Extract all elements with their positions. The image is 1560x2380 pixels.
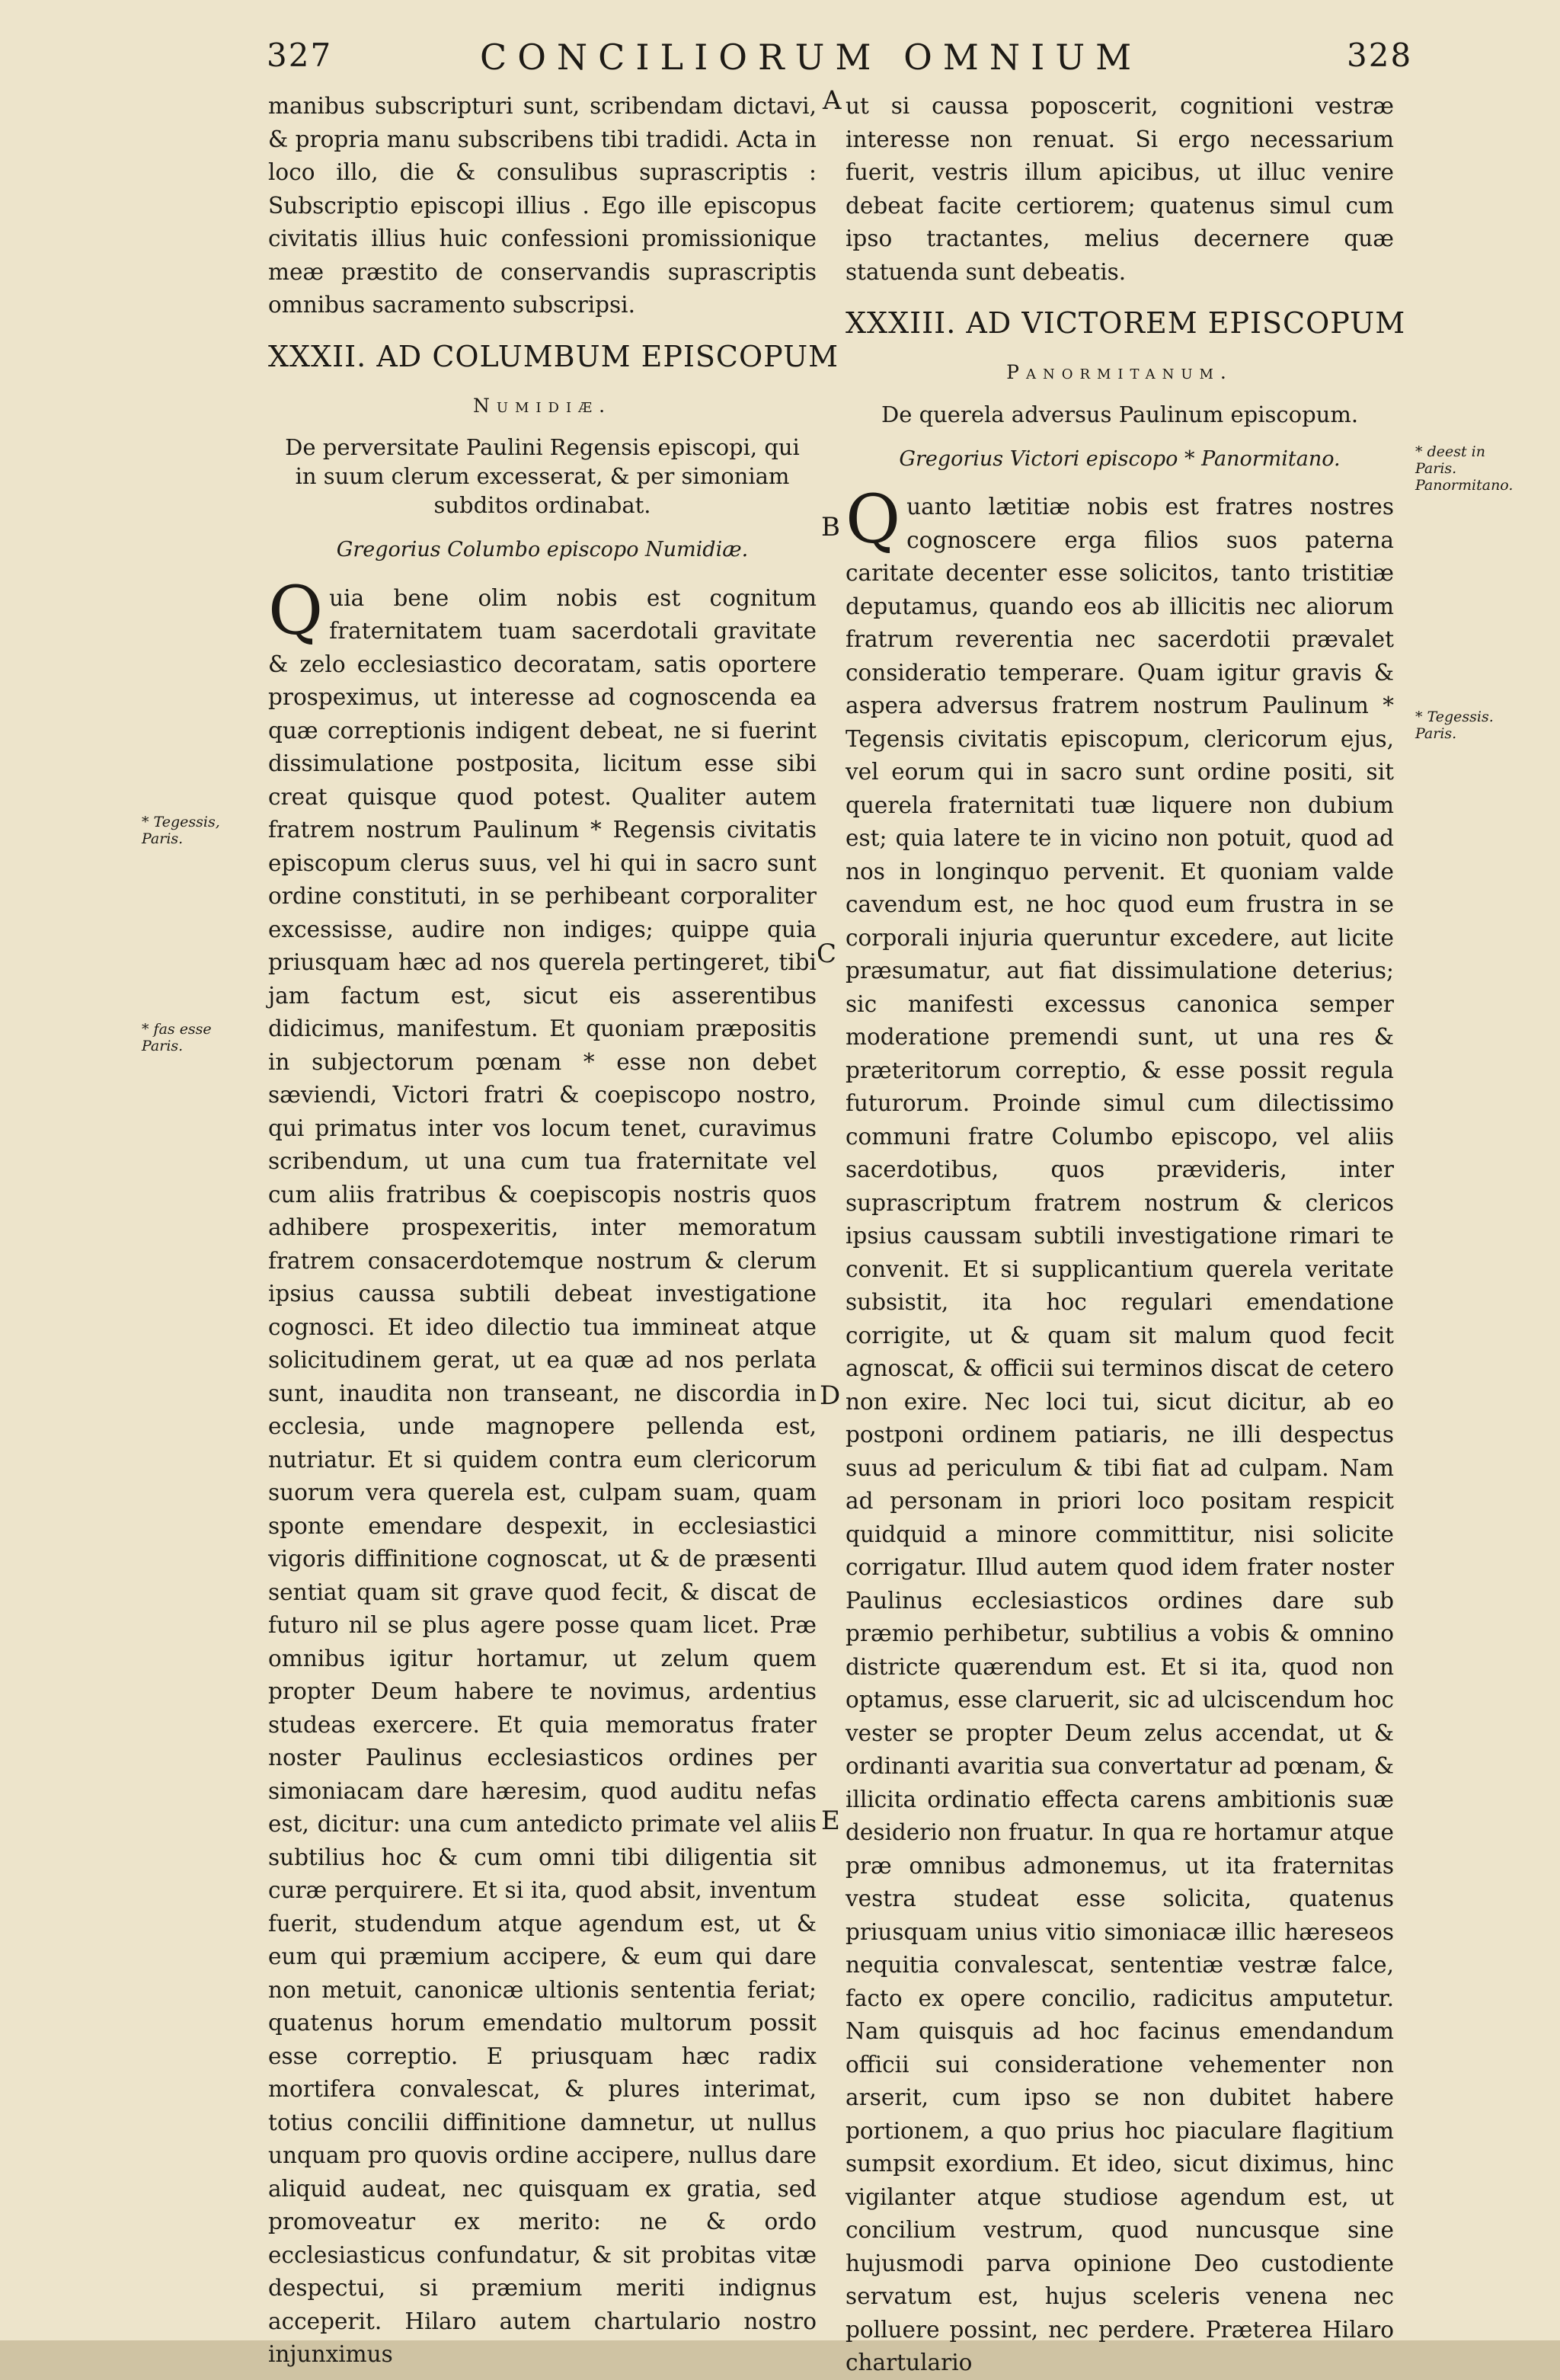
- letter-33-salutation: Gregorius Victori episcopo * Panormitano.: [899, 446, 1341, 471]
- right-column: [846, 90, 1406, 2380]
- letter-32-argument: De perversitate Paulini Regensis episcopi, qui in suum clerum excesserat, & per simoniam subditos ordinabat.: [285, 434, 800, 518]
- letter-32-salutation: Gregorius Columbo episcopo Numidiæ.: [336, 538, 749, 561]
- letter-33-argument: De querela adversus Paulinum episcopum.: [881, 401, 1359, 427]
- margin-note-tegessis-left: * Tegessis, Paris.: [142, 814, 220, 847]
- margin-letter-c: C: [817, 939, 837, 969]
- page-number-left: 327: [267, 37, 333, 74]
- letter-32-title: XXXII. AD COLUMBUM EPISCOPUM: [268, 339, 839, 373]
- margin-note-fas-esse: * fas esse Paris.: [142, 1021, 212, 1054]
- letter-33-body-text: uanto lætitiæ nobis est fratres nostres cognoscere erga filios suos paterna caritate decenter esse solicitos, tanto tristitiæ deputamus, quando eos ab illicitis nec aliorum fratrum reverentia nec sacerdotii prævalet consideratio temperare. Quam igitur gravis & aspera adversus fratrem nostrum Paulinum * Tegensis civitatis episcopum, clericorum ejus, vel eorum qui in sacro sunt ordine positi, sit querela fraternitati tuæ liquere non dubium est; quia latere te in vicino non potuit, quod ad nos in longinquo pervenit. Et quoniam valde cavendum est, ne hoc quod eum frustra in se corporali injuria queruntur excedere, aut licite præsumatur, aut fiat dissimulatione deterius; sic manifesti excessus canonica semper moderatione premendi sunt, ut una res & præteritorum correptio, & esse possit regula futurorum. Proinde simul cum dilectissimo communi fratre Columbo episcopo, vel aliis sacerdotibus, quos prævideris, inter suprascriptum fratrem nostrum & clericos ipsius caussam subtili investigatione rimari te convenit. Et si supplicantium querela veritate subsistit, ita hoc regulari emendatione corrigite, ut & quam sit malum quod fecit agnoscat, & officii sui terminos discat de cetero non exire. Nec loci tui, sicut dicitur, ab eo postponi ordinem patiaris, ne illi despectus suus ad periculum & tibi fiat ad culpam. Nam ad personam in priori loco positam respicit quidquid a minore committitur, nisi solicite corrigatur. Illud autem quod idem frater noster Paulinus ecclesiasticos ordines dare sub præmio perhibetur, subtilius a vobis & omnino districte quærendum est. Et si ita, quod non optamus, esse claruerit, sic ad ulciscendum hoc vester se propter Deum zelus accendat, ut & ordinanti avaritia sua convertatur ad pœnam, & illicita ordinatio effecta carens ambitionis suæ desiderio non fruatur. In qua re hortamur atque præ omnibus admonemus, ut ita fraternitas vestra studeat esse solicita, quatenus priusquam unius vitio simoniacæ illic hæreseos nequitia convalescat, sententiæ vestræ falce, facto ex opere concilio, radicitus amputetur. Nam quisquis ad hoc facinus emendandum officii sui consideratione vehementer non arserit, cum ipso se non dubitet habere portionem, a quo prius hoc piaculare flagitium sumpsit exordium. Et ideo, sicut diximus, hinc vigilanter atque studiose agendum est, ut concilium vestrum, quod nuncusque sine hujusmodi parva opinione Deo custodiente servatum est, hujus sceleris venena nec polluere possint, nec perdere. Præterea Hilaro chartulario: [846, 494, 1394, 2375]
- letter-33-title: XXXIII. AD VICTOREM EPISCOPUM: [846, 306, 1406, 340]
- left-intro-text: manibus subscripturi sunt, scribendam dictavi, & propria manu subscribens tibi tradidi. Acta in loco illo, die & consulibus suprascriptis : Subscriptio episcopi illius . Ego ille episcopus civitatis illius huic confessioni promissionique meæ præstito de conservandis suprascriptis omnibus sacramento subscripsi.: [268, 93, 817, 318]
- letter-32-body-text: uia bene olim nobis est cognitum fraternitatem tuam sacerdotali gravitate & zelo ecclesiastico decoratam, satis oportere prospeximus, ut interesse ad cognoscenda ea quæ correptionis indigent debeat, ne si fuerint dissimulatione postposita, licitum esse sibi creat quisque quod potest. Qualiter autem fratrem nostrum Paulinum * Regensis civitatis episcopum clerus suus, vel hi qui in sacro sunt ordine constituti, in se perhibeant corporaliter excessisse, audire non indiges; quippe quia priusquam hæc ad nos querela pertingeret, tibi jam factum est, sicut eis asserentibus didicimus, manifestum. Et quoniam præpositis in subjectorum pœnam * esse non debet sæviendi, Victori fratri & coepiscopo nostro, qui primatus inter vos locum tenet, curavimus scribendum, ut una cum tua fraternitate vel cum aliis fratribus & coepiscopis nostris quos adhibere prospexeritis, inter memoratum fratrem consacerdotemque nostrum & clerum ipsius caussa subtili debeat investigatione cognosci. Et ideo dilectio tua immineat atque solicitudinem gerat, ut ea quæ ad nos perlata sunt, inaudita non transeant, ne discordia in ecclesia, unde magnopere pellenda est, nutriatur. Et si quidem contra eum clericorum suorum vera querela est, culpam suam, quam sponte emendare despexit, in ecclesiastici vigoris diffinitione cognoscat, ut & de præsenti sentiat quam sit grave quod fecit, & discat de futuro nil se plus agere posse quam licet. Præ omnibus igitur hortamur, ut zelum quem propter Deum habere te novimus, ardentius studeas exercere. Et quia memoratus frater noster Paulinus ecclesiasticos ordines per simoniacam dare hæresim, quod auditu nefas est, dicitur: una cum antedicto primate vel aliis subtilius hoc & cum omni tibi diligentia sit curæ perquirere. Et si ita, quod absit, inventum fuerit, studendum atque agendum est, ut & eum qui præmium accipere, & eum qui dare non metuit, canonicæ ultionis sententia feriat; quatenus horum emendatio multorum possit esse correptio. E priusquam hæc radix mortifera convalescat, & plures interimat, totius concilii diffinitione damnetur, ut nullus unquam pro quovis ordine accipere, nullus dare aliquid audeat, nec quisquam ex gratia, sed promoveatur ex merito: ne & ordo ecclesiasticus confundatur, & sit probitas vitæ despectui, si præmium meriti indignus acceperit. Hilaro autem chartulario nostro injunximus: [268, 584, 817, 2367]
- margin-letter-a: A: [823, 85, 842, 116]
- right-intro-text: ut si caussa poposcerit, cognitioni vestræ interesse non renuat. Si ergo necessarium fuerit, vestris illum apicibus, ut illuc venire debeat facite certiorem; quatenus simul cum ipso tractantes, melius decernere quæ statuenda sunt debeatis.: [846, 93, 1394, 285]
- left-column: [268, 90, 839, 2372]
- drop-cap: Q: [268, 571, 324, 650]
- letter-33-body: [846, 480, 1394, 2380]
- margin-note-deest: * deest in Paris. Panormitano.: [1415, 443, 1514, 494]
- drop-cap: Q: [846, 480, 901, 558]
- margin-letter-e: E: [821, 1806, 840, 1836]
- margin-letter-d: D: [820, 1380, 841, 1411]
- running-title: CONCILIORUM OMNIUM: [480, 37, 1143, 78]
- letter-32-subtitle: Numidiæ.: [472, 394, 612, 417]
- running-head: [0, 37, 1560, 90]
- letter-33-subtitle: Panormitanum.: [1006, 361, 1233, 383]
- margin-note-tegessis-right: * Tegessis. Paris.: [1415, 709, 1494, 742]
- margin-letter-b: B: [821, 512, 840, 542]
- letter-32-body: [268, 571, 817, 2372]
- page-number-right: 328: [1347, 37, 1413, 74]
